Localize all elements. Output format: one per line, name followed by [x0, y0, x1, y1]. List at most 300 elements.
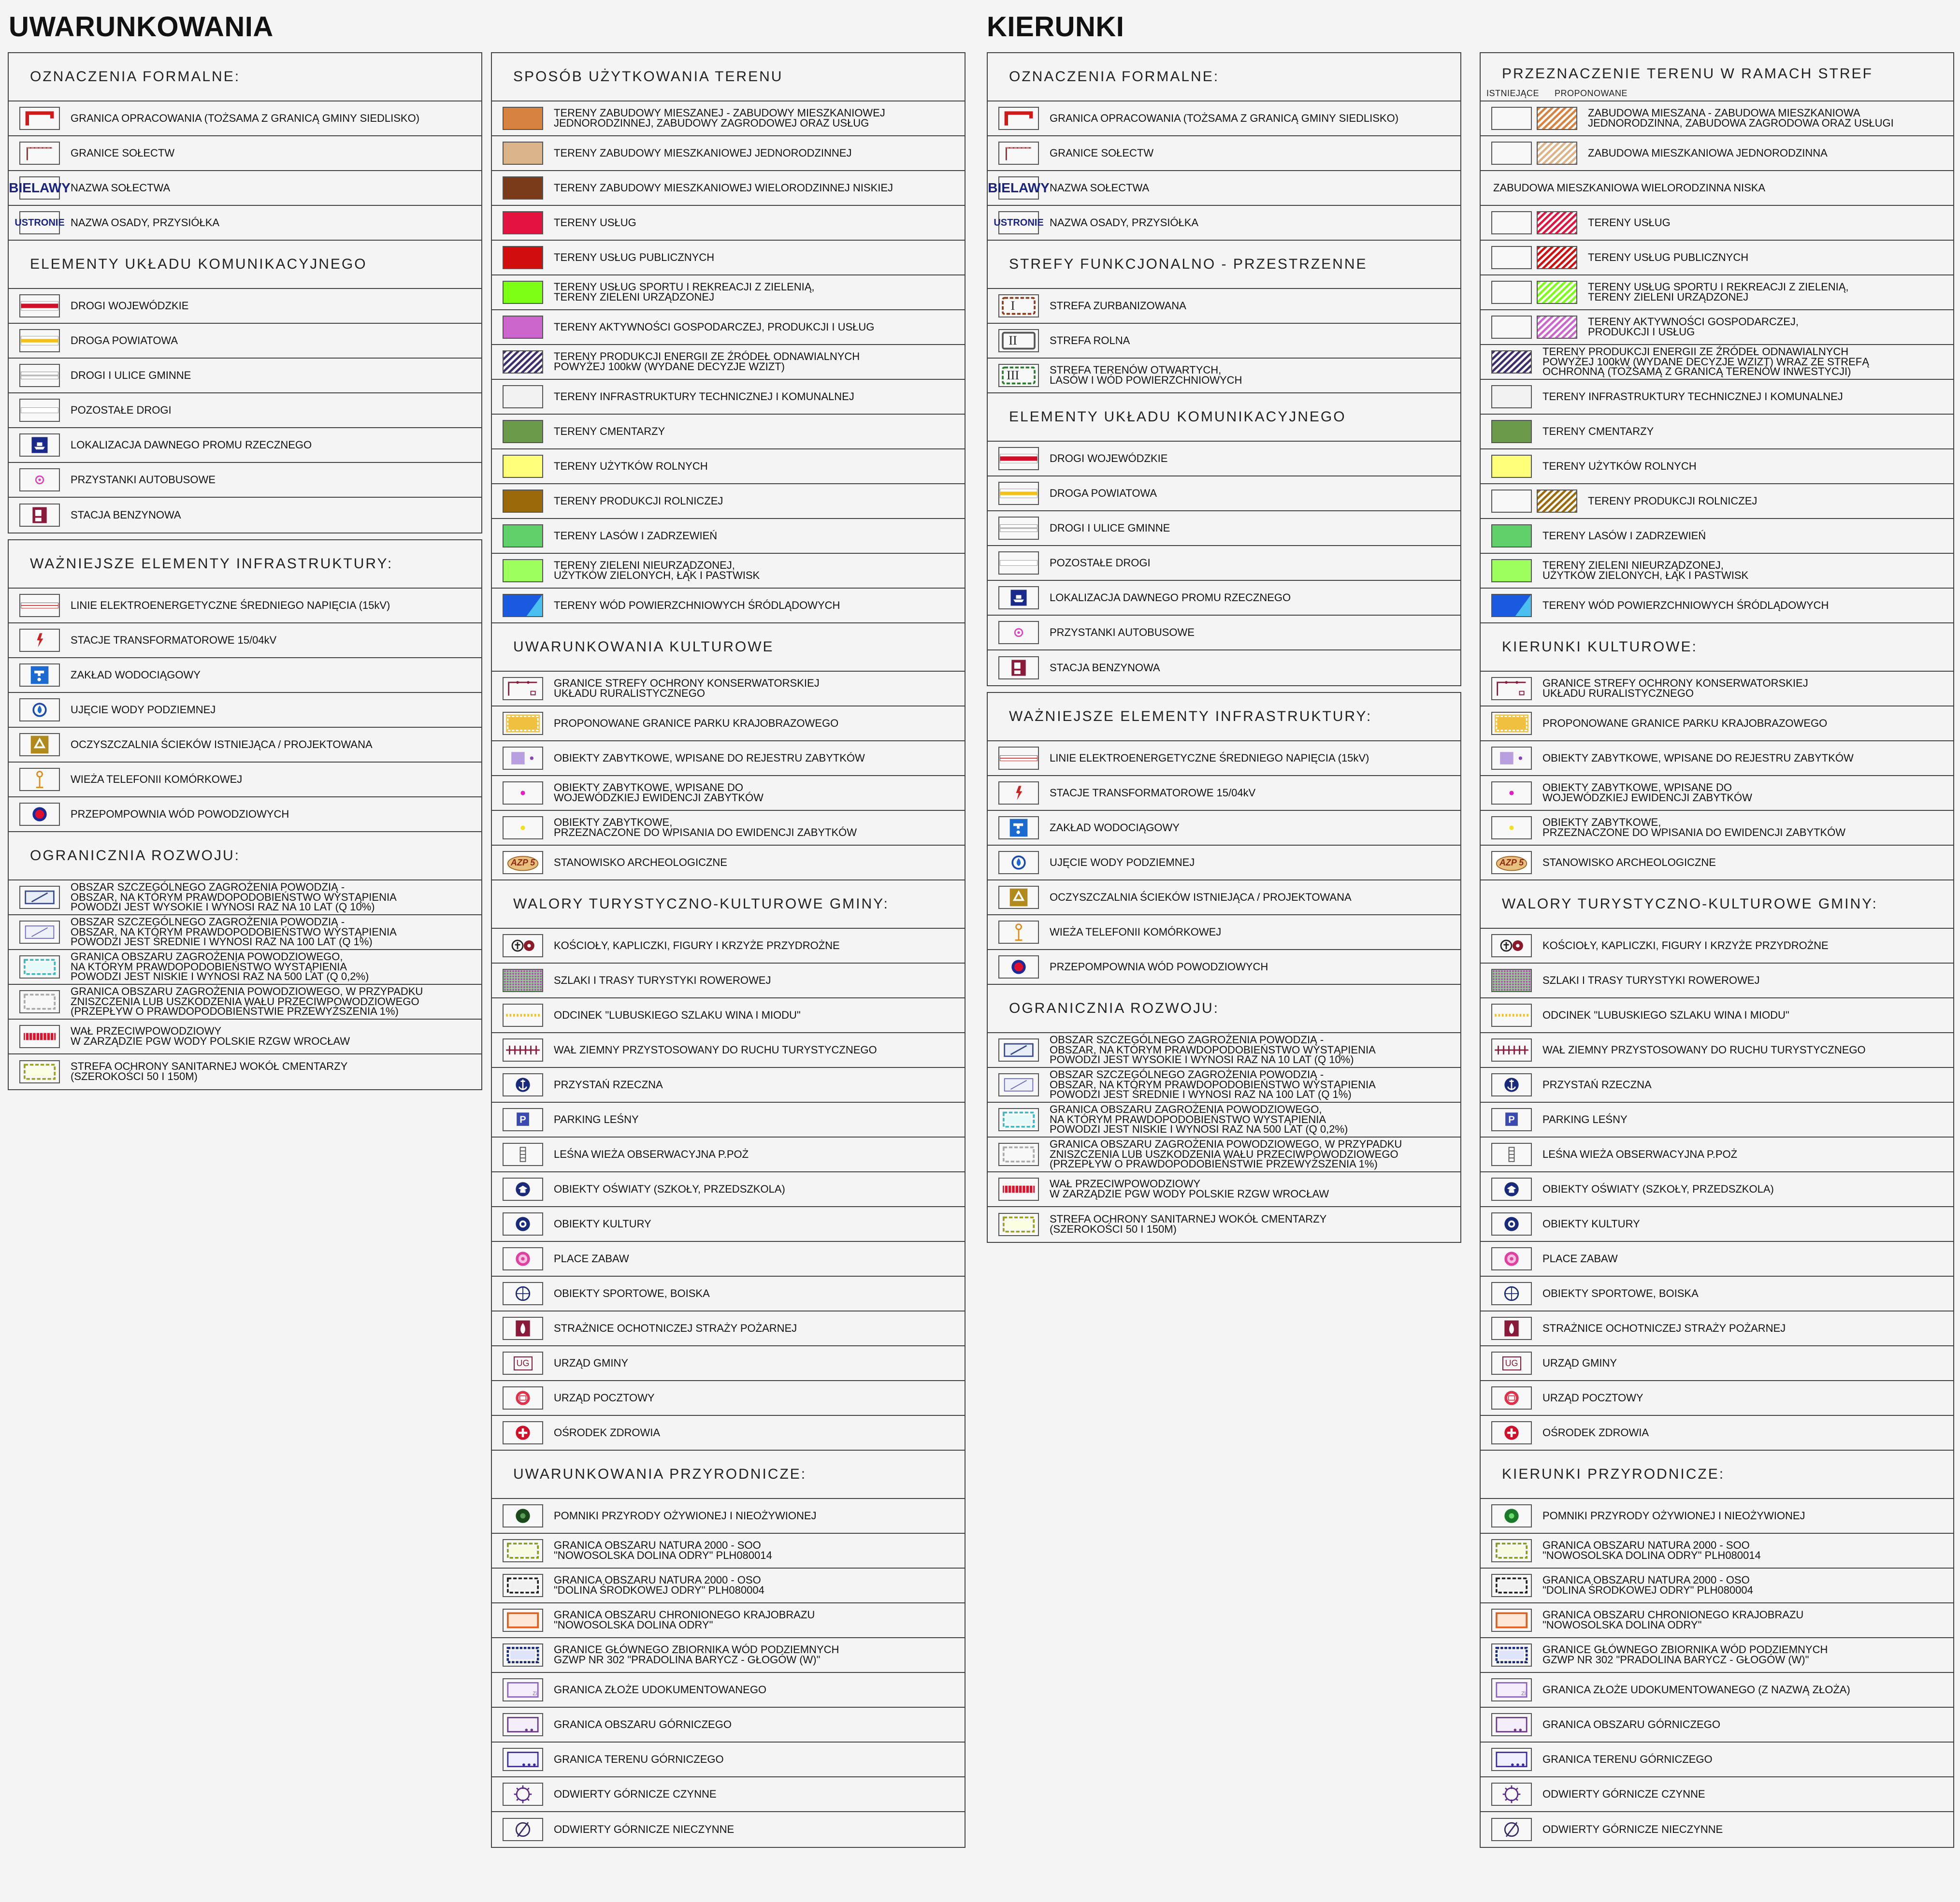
- legend-row: [1481, 1346, 1953, 1381]
- legend-row: [9, 324, 481, 359]
- legend-label: TERENY INFRASTRUKTURY TECHNICZNEJ I KOMUNALNEJ: [1542, 390, 1843, 403]
- legend-row: [9, 1020, 481, 1054]
- legend-row: [9, 498, 481, 533]
- legend-row: [988, 1172, 1460, 1207]
- mining-area-symbol: [1491, 1713, 1532, 1736]
- playground-symbol: [1491, 1247, 1532, 1270]
- bike-symbol: [1491, 969, 1532, 992]
- section-header: [9, 540, 481, 589]
- water-symbol: [503, 594, 543, 617]
- legend-label: OBIEKTY OŚWIATY (SZKOŁY, PRZEDSZKOLA): [554, 1182, 785, 1195]
- municipal-office-code: UG: [514, 1356, 533, 1370]
- legend-label: OCZYSZCZALNIA ŚCIEKÓW ISTNIEJĄCA / PROJEKTOWANA: [71, 738, 373, 750]
- legend-label: GRANICE SOŁECTW: [1050, 146, 1154, 159]
- transformer-symbol: [998, 781, 1039, 805]
- legend-row: [1481, 1033, 1953, 1068]
- legend-label: OBIEKTY SPORTOWE, BOISKA: [1542, 1287, 1699, 1299]
- bike-symbol: [503, 969, 543, 992]
- section-title: ELEMENTY UKŁADU KOMUNIKACYJNEGO: [1009, 409, 1346, 425]
- legend-label: OŚRODEK ZDROWIA: [554, 1426, 661, 1439]
- legend-label: SZLAKI I TRASY TURYSTYKI ROWEROWEJ: [1542, 974, 1760, 986]
- legend-label: OBSZAR SZCZEGÓLNEGO ZAGROŻENIA POWODZIĄ - OBSZAR, NA KTÓRYM PRAWDOPODOBIEŃSTWO WYSTĄPIENIA POWODZI JEST ŚREDNIE I WYNOSI RAZ NA 100 LAT (Q 1%): [1050, 1068, 1376, 1101]
- legend-label: OBIEKTY ZABYTKOWE, WPISANE DO REJESTRU ZABYTKÓW: [554, 751, 865, 764]
- legend-row: [1481, 846, 1953, 880]
- legend-row: [1481, 1673, 1953, 1708]
- legend-label: LINIE ELEKTROENERGETYCZNE ŚREDNIEGO NAPIĘCIA (15kV): [1050, 751, 1369, 764]
- legend-label: DROGI WOJEWÓDZKIE: [71, 299, 189, 312]
- legend-row: [1481, 101, 1953, 136]
- well-active-symbol: [503, 1783, 543, 1806]
- sewage-symbol: [19, 733, 60, 756]
- fill-symbol: [503, 246, 543, 269]
- legend-row: [1481, 1311, 1953, 1346]
- legend-label: ODWIERTY GÓRNICZE CZYNNE: [1542, 1787, 1705, 1800]
- svg-text:Zi: Zi: [1521, 1691, 1526, 1697]
- fill-symbol: [503, 490, 543, 513]
- legend-label: TERENY USŁUG: [554, 216, 636, 229]
- text-symbol: [988, 176, 1050, 200]
- section-header: [1481, 53, 1953, 101]
- legend-row: [1481, 1812, 1953, 1847]
- legend-label: WAŁ ZIEMNY PRZYSTOSOWANY DO RUCHU TURYSTYCZNEGO: [1542, 1043, 1866, 1056]
- legend-box: [8, 539, 482, 1090]
- nature-monument-g-symbol: [1491, 1504, 1532, 1527]
- legend-row: [492, 1103, 965, 1138]
- fire-symbol: [503, 1317, 543, 1340]
- legend-row: [9, 985, 481, 1020]
- park-symbol: [503, 712, 543, 735]
- dot-yellow-symbol: [503, 816, 543, 839]
- municipal-office-code: UG: [1502, 1356, 1521, 1370]
- legend-row: [1481, 136, 1953, 171]
- flood-10-symbol: [19, 886, 60, 909]
- legend-row: [988, 1207, 1460, 1242]
- tower-symbol: [19, 768, 60, 791]
- legend-label: URZĄD GMINY: [554, 1356, 628, 1369]
- legend-label: STACJE TRANSFORMATOROWE 15/04kV: [71, 634, 277, 646]
- legend-label: POZOSTAŁE DROGI: [1050, 556, 1151, 569]
- legend-row: [988, 811, 1460, 846]
- proposed-hatch-symbol: [1537, 211, 1577, 234]
- proposed-hatch-symbol: [1537, 281, 1577, 304]
- legend-row: [988, 546, 1460, 581]
- legend-label: STREFA TERENÓW OTWARTYCH, LASÓW I WÓD POWIERZCHNIOWYCH: [1050, 364, 1242, 386]
- legend-row: [1481, 998, 1953, 1033]
- legend-row: [492, 1777, 965, 1812]
- legend-row: [492, 1416, 965, 1451]
- culture-symbol: [1491, 1212, 1532, 1236]
- legend-label: GRANICA OBSZARU ZAGROŻENIA POWODZIOWEGO, NA KTÓRYM PRAWDOPODOBIEŃSTWO WYSTĄPIENIA POWODZI JEST NISKIE I WYNOSI RAZ NA 500 LAT (Q 0,2%): [71, 950, 369, 983]
- legend-row: [1481, 171, 1953, 206]
- legend-label: STREFA ROLNA: [1050, 334, 1130, 346]
- nature-monument-symbol: [503, 1504, 543, 1527]
- legend-row: [1481, 1172, 1953, 1207]
- legend-row: [988, 950, 1460, 985]
- legend-label: PLACE ZABAW: [1542, 1252, 1618, 1265]
- legend-row: [492, 1603, 965, 1638]
- cemetery-zone-symbol: [19, 1060, 60, 1083]
- legend-row: [492, 1534, 965, 1569]
- legend-label: TERENY PRODUKCJI ENERGII ZE ŹRÓDEŁ ODNAWIALNYCH POWYŻEJ 100kW (WYDANE DECYZJE WZIZT) WRAZ ZE STREFĄ OCHRONNĄ (TOŻSAMĄ Z GRANICĄ TERENÓW INWESTYCJI): [1542, 345, 1869, 378]
- svg-text:P: P: [1508, 1114, 1515, 1125]
- legend-row: [1481, 1534, 1953, 1569]
- zone-i-symbol: [998, 294, 1039, 317]
- section-title: OZNACZENIA FORMALNE:: [1009, 69, 1220, 85]
- legend-label: LEŚNA WIEŻA OBSERWACYJNA P.POŻ: [554, 1148, 749, 1160]
- sewage-symbol: [998, 886, 1039, 909]
- fill-symbol: [1491, 490, 1532, 513]
- legend-row: [1481, 206, 1953, 241]
- road-municipal-symbol: [998, 517, 1039, 540]
- legend-label: OBSZAR SZCZEGÓLNEGO ZAGROŻENIA POWODZIĄ - OBSZAR, NA KTÓRYM PRAWDOPODOBIEŃSTWO WYSTĄPIENIA POWODZI JEST WYSOKIE I WYNOSI RAZ NA 10 LAT (Q 10%): [71, 880, 397, 913]
- legend-box: [987, 52, 1461, 686]
- legend-label: TERENY WÓD POWIERZCHNIOWYCH ŚRÓDLĄDOWYCH: [1542, 599, 1829, 611]
- legend-row: [1481, 706, 1953, 741]
- legend-label: SZLAKI I TRASY TURYSTYKI ROWEROWEJ: [554, 974, 771, 986]
- section-title: OGRANICZNIA ROZWOJU:: [1009, 1000, 1219, 1016]
- dot-yellow-symbol: [1491, 816, 1532, 839]
- legend-row: [492, 380, 965, 415]
- legend-label: STACJA BENZYNOWA: [71, 508, 181, 521]
- zone-iii-symbol: [998, 364, 1039, 387]
- legend-label: GRANICA OBSZARU NATURA 2000 - SOO "NOWOSOLSKA DOLINA ODRY" PLH080014: [554, 1539, 772, 1561]
- fill-symbol: [503, 211, 543, 234]
- fuel-symbol: [998, 656, 1039, 679]
- wine-symbol: [503, 1004, 543, 1027]
- legend-row: [9, 171, 481, 206]
- fill-symbol: [503, 524, 543, 548]
- road-voivodeship-symbol: [19, 294, 60, 317]
- legend-label: GRANICA OBSZARU NATURA 2000 - SOO "NOWOSOLSKA DOLINA ODRY" PLH080014: [1542, 1539, 1761, 1561]
- legend-row: [9, 1054, 481, 1089]
- mining-terrain-symbol: [1491, 1748, 1532, 1771]
- legend-row: [492, 1242, 965, 1277]
- title-kierunki: KIERUNKI: [987, 11, 1124, 43]
- village-boundary-symbol: [998, 142, 1039, 165]
- legend-row: [1481, 1638, 1953, 1673]
- legend-row: [1481, 1743, 1953, 1777]
- legend-row: [988, 846, 1460, 880]
- svg-text:P: P: [519, 1114, 526, 1125]
- ferry-symbol: [998, 586, 1039, 609]
- legend-label: OBIEKTY ZABYTKOWE, WPISANE DO WOJEWÓDZKIEJ EWIDENCJI ZABYTKÓW: [1542, 781, 1752, 804]
- legend-label: NAZWA SOŁECTWA: [71, 181, 171, 194]
- legend-row: [1481, 241, 1953, 275]
- legend-row: [9, 763, 481, 797]
- health-symbol: [1491, 1421, 1532, 1444]
- fire-symbol: [1491, 1317, 1532, 1340]
- hamlet-name-sample: USTRONIE: [14, 217, 65, 228]
- legend-label: GRANICA OBSZARU NATURA 2000 - OSO "DOLINA ŚRODKOWEJ ODRY" PLH080004: [554, 1574, 764, 1596]
- legend-label: LEŚNA WIEŻA OBSERWACYJNA P.POŻ: [1542, 1148, 1738, 1160]
- legend-label: GRANICA TERENU GÓRNICZEGO: [1542, 1753, 1713, 1765]
- anchor-symbol: [1491, 1073, 1532, 1096]
- water-intake-symbol: [19, 698, 60, 721]
- legend-row: [492, 1138, 965, 1172]
- fill-symbol: [503, 316, 543, 339]
- legend-label: OBIEKTY ZABYTKOWE, PRZEZNACZONE DO WPISANIA DO EWIDENCJI ZABYTKÓW: [554, 816, 857, 838]
- well-active-symbol: [1491, 1783, 1532, 1806]
- well-inactive-symbol: [503, 1818, 543, 1841]
- water-symbol: [1491, 594, 1532, 617]
- legend-label: STREFA OCHRONY SANITARNEJ WOKÓŁ CMENTARZY (SZEROKOŚCI 50 I 150M): [71, 1060, 348, 1082]
- legend-row: [492, 345, 965, 380]
- legend-row: [492, 1673, 965, 1708]
- fill-symbol: [503, 559, 543, 582]
- legend-row: [1481, 589, 1953, 623]
- fill-symbol: [1491, 246, 1532, 269]
- conservation-symbol: [1491, 677, 1532, 700]
- archaeological-site-code: AZP 5: [1499, 857, 1524, 867]
- legend-row: [1481, 1499, 1953, 1534]
- legend-label: OBIEKTY KULTURY: [1542, 1217, 1640, 1230]
- legend-row: [492, 449, 965, 484]
- legend-row: [492, 275, 965, 310]
- legend-label: TERENY LASÓW I ZADRZEWIEŃ: [554, 529, 718, 542]
- dot-magenta-symbol: [503, 781, 543, 805]
- section-header: [492, 623, 965, 672]
- ug-symbol: [503, 1352, 543, 1375]
- study-boundary-symbol: [998, 107, 1039, 130]
- flood-levee-symbol: [19, 990, 60, 1013]
- legend-label: LINIE ELEKTROENERGETYCZNE ŚREDNIEGO NAPIĘCIA (15kV): [71, 599, 390, 611]
- legend-label: ODWIERTY GÓRNICZE CZYNNE: [554, 1787, 717, 1800]
- svg-text:Zi: Zi: [533, 1691, 537, 1697]
- text-sm-symbol: [994, 211, 1044, 234]
- legend-row: [988, 1068, 1460, 1103]
- legend-row: [492, 589, 965, 623]
- road-voivodeship-symbol: [998, 447, 1039, 470]
- fill-symbol: [503, 176, 543, 200]
- hatch-symbol: [503, 350, 543, 374]
- legend-row: [492, 846, 965, 880]
- legend-row: [492, 415, 965, 449]
- legend-row: [988, 1138, 1460, 1172]
- section-title: WALORY TURYSTYCZNO-KULTUROWE GMINY:: [513, 896, 889, 912]
- legend-row: [492, 1812, 965, 1847]
- legend-row: [492, 241, 965, 275]
- legend-box: [8, 52, 482, 533]
- hamlet-name-sample: USTRONIE: [994, 217, 1044, 228]
- anchor-symbol: [503, 1073, 543, 1096]
- legend-label: NAZWA SOŁECTWA: [1050, 181, 1150, 194]
- legend-row: [1481, 1603, 1953, 1638]
- road-other-symbol: [998, 551, 1039, 575]
- legend-label: PRZYSTAŃ RZECZNA: [1542, 1078, 1652, 1091]
- legend-row: [9, 101, 481, 136]
- zone-ii-symbol: [998, 329, 1039, 352]
- legend-label: TERENY PRODUKCJI ROLNICZEJ: [1588, 494, 1758, 507]
- road-county-symbol: [19, 329, 60, 352]
- legend-row: [492, 206, 965, 241]
- flood-10-symbol: [998, 1038, 1039, 1062]
- legend-label: TERENY USŁUG PUBLICZNYCH: [554, 251, 715, 263]
- legend-row: [988, 880, 1460, 915]
- proposed-hatch-symbol: [1537, 490, 1577, 513]
- section-title: PRZEZNACZENIE TERENU W RAMACH STREF: [1502, 66, 1873, 82]
- legend-row: [988, 442, 1460, 476]
- legend-label: UJĘCIE WODY PODZIEMNEJ: [71, 703, 216, 716]
- section-header: [988, 693, 1460, 741]
- legend-label: KOŚCIOŁY, KAPLICZKI, FIGURY I KRZYŻE PRZYDROŻNE: [554, 939, 840, 951]
- legend-label: GRANICA OBSZARU ZAGROŻENIA POWODZIOWEGO, W PRZYPADKU ZNISZCZENIA LUB USZKODZENIA WAŁU PRZECIWPOWODZIOWEGO (PRZEPŁYW O PRAWDOPODOBIEŃSTWIE PRZEWYŻSZENIA 1%): [1050, 1138, 1402, 1170]
- section-title: ELEMENTY UKŁADU KOMUNIKACYJNEGO: [30, 256, 367, 272]
- section-header: [492, 53, 965, 101]
- mining-area-symbol: [503, 1713, 543, 1736]
- section-title: UWARUNKOWANIA KULTUROWE: [513, 639, 774, 655]
- natura-oso-symbol: [1491, 1574, 1532, 1597]
- legend-row: [988, 776, 1460, 811]
- section-title: WAŻNIEJSZE ELEMENTY INFRASTRUKTURY:: [30, 556, 393, 572]
- road-other-symbol: [19, 399, 60, 422]
- legend-row: [9, 693, 481, 728]
- legend-label: PRZYSTAŃ RZECZNA: [554, 1078, 663, 1091]
- legend-label: OBIEKTY OŚWIATY (SZKOŁY, PRZEDSZKOLA): [1542, 1182, 1774, 1195]
- legend-label: STANOWISKO ARCHEOLOGICZNE: [554, 856, 727, 868]
- section-header: [9, 241, 481, 289]
- health-symbol: [503, 1421, 543, 1444]
- power-line-symbol: [19, 594, 60, 617]
- legend-label: LOKALIZACJA DAWNEGO PROMU RZECZNEGO: [1050, 591, 1291, 604]
- legend-label: NAZWA OSADY, PRZYSIÓŁKA: [1050, 216, 1199, 229]
- legend-label: WIEŻA TELEFONII KOMÓRKOWEJ: [1050, 925, 1222, 938]
- legend-label: DROGI I ULICE GMINNE: [1050, 521, 1170, 534]
- legend-label: GRANICE GŁÓWNEGO ZBIORNIKA WÓD PODZIEMNYCH GZWP NR 302 "PRADOLINA BARYCZ - GŁOGÓW (W)": [1542, 1643, 1828, 1666]
- legend-row: [492, 811, 965, 846]
- fill-symbol: [503, 281, 543, 304]
- dot-magenta-symbol: [1491, 781, 1532, 805]
- legend-label: OBIEKTY SPORTOWE, BOISKA: [554, 1287, 710, 1299]
- archaeological-site-code: AZP 5: [510, 857, 535, 867]
- ug-symbol: [1491, 1352, 1532, 1375]
- section-header: [988, 985, 1460, 1033]
- legend-row: [1481, 1416, 1953, 1451]
- legend-row: [9, 915, 481, 950]
- legend-row: [492, 741, 965, 776]
- legend-row: [1481, 345, 1953, 380]
- legend-label: ZABUDOWA MIESZANA - ZABUDOWA MIESZKANIOWA JEDNORODZINNA, ZABUDOWA ZAGRODOWA ORAZ USŁUGI: [1588, 107, 1894, 129]
- legend-label: TERENY INFRASTRUKTURY TECHNICZNEJ I KOMUNALNEJ: [554, 390, 854, 403]
- fill-symbol: [1491, 281, 1532, 304]
- legend-label: ZAKŁAD WODOCIĄGOWY: [71, 668, 201, 681]
- legend-label: PROPONOWANE GRANICE PARKU KRAJOBRAZOWEGO: [1542, 717, 1828, 729]
- legend-row: [988, 359, 1460, 393]
- legend-label: STANOWISKO ARCHEOLOGICZNE: [1542, 856, 1716, 868]
- legend-label: TERENY AKTYWNOŚCI GOSPODARCZEJ, PRODUKCJI I USŁUG: [554, 320, 875, 333]
- text-sm-symbol: [14, 211, 65, 234]
- bus-symbol: [19, 468, 60, 491]
- park-symbol: [1491, 712, 1532, 735]
- gzwp-symbol: [1491, 1643, 1532, 1667]
- legend-label: TERENY USŁUG SPORTU I REKREACJI Z ZIELENIĄ, TERENY ZIELENI URZĄDZONEJ: [554, 281, 815, 303]
- fill-symbol: [1491, 524, 1532, 548]
- fill-symbol: [1491, 107, 1532, 130]
- legend-label: ZAKŁAD WODOCIĄGOWY: [1050, 821, 1180, 834]
- legend-label: WAŁ PRZECIWPOWODZIOWY W ZARZĄDZIE PGW WODY POLSKIE RZGW WROCŁAW: [71, 1025, 350, 1047]
- tower-symbol: [998, 921, 1039, 944]
- legend-row: [988, 101, 1460, 136]
- village-boundary-symbol: [19, 142, 60, 165]
- legend-row: [9, 206, 481, 241]
- legend-label: TERENY USŁUG PUBLICZNYCH: [1588, 251, 1749, 263]
- legend-label: TERENY AKTYWNOŚCI GOSPODARCZEJ, PRODUKCJI I USŁUG: [1588, 316, 1799, 338]
- village-name-sample: BIELAWY: [988, 180, 1050, 195]
- section-header: [9, 832, 481, 880]
- legend-row: [492, 776, 965, 811]
- legend-label: TERENY LASÓW I ZADRZEWIEŃ: [1542, 529, 1706, 542]
- legend-row: [1481, 1207, 1953, 1242]
- legend-label: GRANICE STREFY OCHRONY KONSERWATORSKIEJ UKŁADU RURALISTYCZNEGO: [554, 677, 820, 699]
- legend-label: TERENY ZIELENI NIEURZĄDZONEJ, UŻYTKÓW ZIELONYCH, ŁĄK I PASTWISK: [554, 559, 760, 581]
- title-uwarunkowania: UWARUNKOWANIA: [9, 11, 274, 43]
- legend-row: [1481, 964, 1953, 998]
- legend-row: [492, 171, 965, 206]
- legend-label: STRAŻNICE OCHOTNICZEJ STRAŻY POŻARNEJ: [554, 1322, 797, 1334]
- section-header: [988, 393, 1460, 442]
- road-county-symbol: [998, 482, 1039, 505]
- section-title: WALORY TURYSTYCZNO-KULTUROWE GMINY:: [1502, 896, 1878, 912]
- village-name-sample: BIELAWY: [9, 180, 71, 195]
- legend-row: [988, 289, 1460, 324]
- legend-label: OBIEKTY ZABYTKOWE, PRZEZNACZONE DO WPISANIA DO EWIDENCJI ZABYTKÓW: [1542, 816, 1846, 838]
- transformer-symbol: [19, 629, 60, 652]
- legend-label: POMNIKI PRZYRODY OŻYWIONEJ I NIEOŻYWIONEJ: [1542, 1509, 1805, 1522]
- culture-symbol: [503, 1212, 543, 1236]
- legend-row: [1481, 811, 1953, 846]
- legend-row: [492, 1068, 965, 1103]
- legend-label: TERENY ZIELENI NIEURZĄDZONEJ, UŻYTKÓW ZIELONYCH, ŁĄK I PASTWISK: [1542, 559, 1749, 581]
- legend-label: UJĘCIE WODY PODZIEMNEJ: [1050, 856, 1195, 868]
- legend-row: [492, 1743, 965, 1777]
- legend-row: [988, 650, 1460, 685]
- monument-reg-symbol: [503, 747, 543, 770]
- legend-row: [9, 393, 481, 428]
- legend-label: GRANICA OBSZARU NATURA 2000 - OSO "DOLINA ŚRODKOWEJ ODRY" PLH080004: [1542, 1574, 1753, 1596]
- legend-row: [492, 1638, 965, 1673]
- legend-label: PRZYSTANKI AUTOBUSOWE: [71, 473, 216, 486]
- section-header: [988, 53, 1460, 101]
- legend-row: [988, 511, 1460, 546]
- column-subheaders: [1486, 88, 1628, 99]
- legend-label: OBSZAR SZCZEGÓLNEGO ZAGROŻENIA POWODZIĄ - OBSZAR, NA KTÓRYM PRAWDOPODOBIEŃSTWO WYSTĄPIENIA POWODZI JEST WYSOKIE I WYNOSI RAZ NA 10 LAT (Q 10%): [1050, 1033, 1376, 1066]
- legend-row: [1481, 1569, 1953, 1603]
- legend-row: [492, 1277, 965, 1311]
- legend-row: [988, 324, 1460, 359]
- road-municipal-symbol: [19, 364, 60, 387]
- landscape-symbol: [1491, 1609, 1532, 1632]
- legend-label: GRANICA TERENU GÓRNICZEGO: [554, 1753, 724, 1765]
- lookout-symbol: [1491, 1143, 1532, 1166]
- ferry-symbol: [19, 433, 60, 457]
- legend-label: GRANICA OBSZARU CHRONIONEGO KRAJOBRAZU "NOWOSOLSKA DOLINA ODRY": [554, 1609, 815, 1631]
- section-header: [492, 1451, 965, 1499]
- legend-row: [1481, 519, 1953, 554]
- school-symbol: [503, 1178, 543, 1201]
- legend-row: [492, 1207, 965, 1242]
- proposed-hatch-symbol: [1537, 142, 1577, 165]
- section-title: OGRANICZNIA ROZWOJU:: [30, 848, 240, 864]
- sport-symbol: [503, 1282, 543, 1305]
- legend-row: [492, 706, 965, 741]
- legend-row: [492, 519, 965, 554]
- azp-symbol: [503, 851, 543, 874]
- study-boundary-symbol: [19, 107, 60, 130]
- legend-label: TERENY WÓD POWIERZCHNIOWYCH ŚRÓDLĄDOWYCH: [554, 599, 840, 611]
- legend-row: [1481, 554, 1953, 589]
- legend-row: [492, 101, 965, 136]
- legend-label: GRANICE GŁÓWNEGO ZBIORNIKA WÓD PODZIEMNYCH GZWP NR 302 "PRADOLINA BARYCZ - GŁOGÓW (W)": [554, 1643, 839, 1666]
- kierunki-column-2: [1480, 52, 1954, 1848]
